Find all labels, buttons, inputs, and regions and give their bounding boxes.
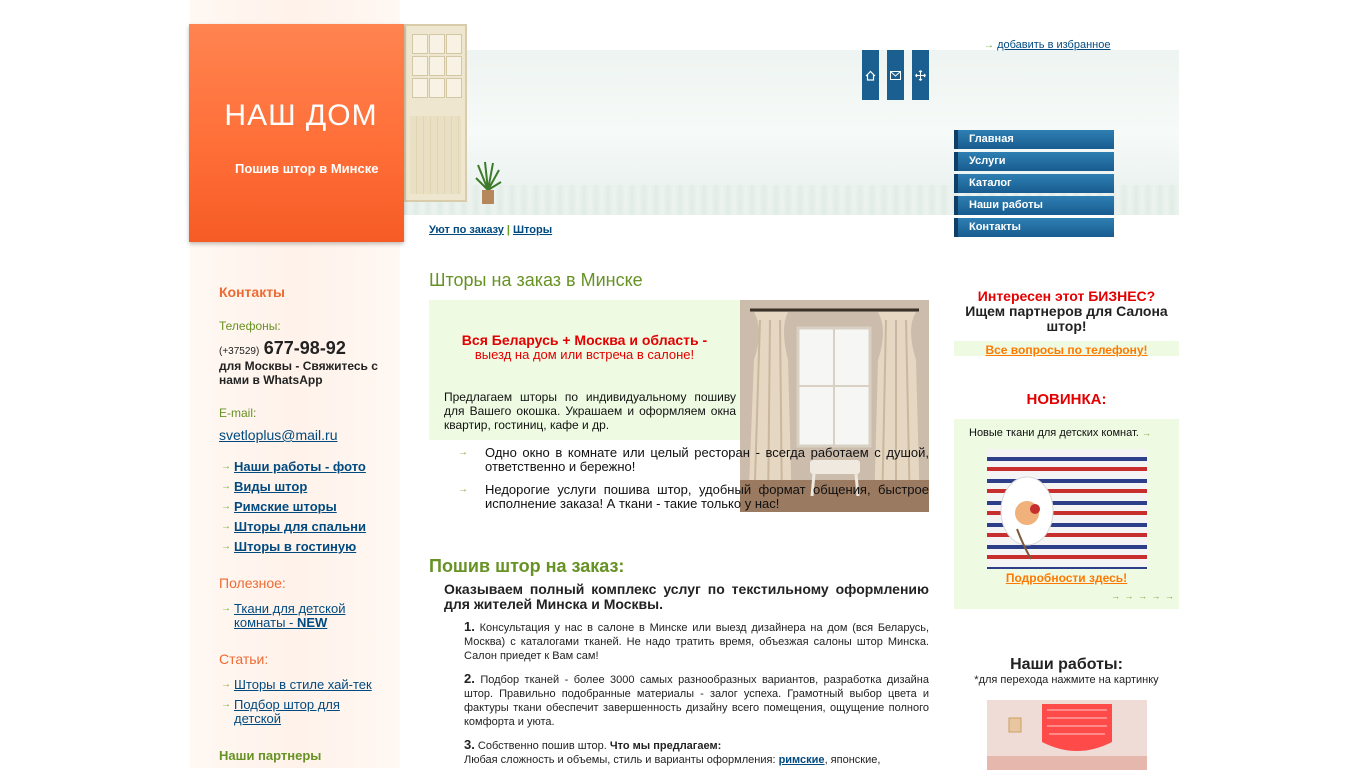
breadcrumb	[429, 224, 552, 236]
page-title: Шторы на заказ в Минске	[429, 270, 643, 290]
phone-number[interactable]: 677-98-92	[263, 338, 346, 358]
phone-note: для Москвы - Свяжитесь с нами в WhatsApp	[219, 359, 378, 387]
step-item	[464, 620, 929, 663]
arrow-icon: →	[1141, 428, 1151, 438]
new-badge: NEW	[296, 615, 328, 630]
arrow-icon: →	[984, 40, 994, 51]
step-bold: Что мы предлагаем:	[609, 740, 722, 752]
step-item	[464, 738, 929, 767]
works-photo[interactable]	[987, 700, 1147, 770]
new-details-link[interactable]: Подробности здесь!	[1005, 571, 1128, 585]
step-item	[464, 672, 929, 729]
menu-item-home[interactable]: Главная	[954, 130, 1114, 149]
articles-title: Статьи:	[219, 651, 269, 667]
steps-list	[464, 620, 929, 776]
promo-box	[429, 300, 740, 440]
business-text: Ищем партнеров для Салона штор!	[965, 303, 1168, 334]
business-headline: Интересен этот БИЗНЕС?	[977, 288, 1156, 304]
article-item	[219, 698, 389, 726]
promo-headline: Вся Беларусь + Москва и область -	[461, 332, 708, 348]
new-title: НОВИНКА:	[1026, 391, 1107, 408]
more-arrows-icon[interactable]: → → → → →	[1111, 591, 1176, 601]
bullet-item: → Одно окно в комнате или целый ресторан - всегда работаем с душой, ответственно и бережно!	[458, 446, 929, 474]
article-item	[219, 678, 389, 692]
sidebar-link-curtain-types[interactable]: Виды штор	[234, 479, 308, 494]
email-label: E-mail:	[219, 406, 257, 420]
business-block	[954, 288, 1179, 334]
phone-prefix: (+37529)	[219, 346, 260, 357]
breadcrumb-link-curtains[interactable]: Шторы	[513, 224, 553, 236]
business-phone-link[interactable]: Все вопросы по телефону!	[985, 343, 1148, 357]
add-to-favorites-link[interactable]: добавить в избранное	[997, 39, 1111, 51]
step-line2: Любая сложность и объемы, стиль и варианты оформления:	[464, 754, 776, 766]
step-text: Подбор тканей - более 3000 самых разнообразных вариантов, разработка дизайна штор. Правильно подобранные материалы - залог успеха. Грамотный выбор цвета и фактуры ткани обеспечит завершенность дизайну всего помещения, ощущение полного комфорта и уюта.	[464, 674, 929, 728]
promo-text: Предлагаем шторы по индивидуальному пошиву для Вашего окошка. Украшаем и оформляем окна квартир, гостиниц, кафе и др.	[444, 390, 736, 432]
sidebar-item-bedroom	[219, 520, 389, 534]
contacts-title: Контакты	[219, 284, 286, 300]
partners-title: Наши партнеры	[219, 748, 322, 763]
favorites-link-wrap	[984, 39, 1110, 51]
useful-title: Полезное:	[219, 575, 286, 591]
sidebar-item-roman	[219, 500, 389, 514]
menu-item-services[interactable]: Услуги	[954, 152, 1114, 171]
sidebar-item-our-works	[219, 460, 389, 474]
logo-subtitle: Пошив штор в Минске	[235, 161, 379, 176]
email-link[interactable]: svetloplus@mail.ru	[219, 427, 338, 443]
useful-item	[219, 602, 389, 630]
new-text[interactable]: Новые ткани для детских комнат. →	[969, 427, 1151, 439]
step-number: 3.	[464, 737, 475, 752]
mail-icon[interactable]	[887, 50, 904, 100]
works-title: Наши работы:	[1010, 656, 1123, 673]
sitemap-icon[interactable]	[912, 50, 929, 100]
sidebar-link-living-room[interactable]: Шторы в гостиную	[234, 539, 357, 554]
phone-block	[219, 338, 384, 387]
sidebar-link-our-works[interactable]: Наши работы - фото	[234, 459, 366, 474]
step-text: Собственно пошив штор.	[477, 740, 607, 752]
sidebar-item-living-room	[219, 540, 389, 554]
new-box	[954, 419, 1179, 609]
step-number: 1.	[464, 619, 475, 634]
bullet-item: → Недорогие услуги пошива штор, удобный формат общения, быстрое исполнение заказа! А ткани - такие только у нас!	[458, 483, 929, 511]
logo-title: НАШ ДОМ	[224, 99, 378, 132]
article-link-kids[interactable]: Подбор штор для детской	[234, 697, 340, 726]
promo-subline: выезд на дом или встреча в салоне!	[474, 347, 695, 362]
step-number: 2.	[464, 671, 475, 686]
phones-label: Телефоны:	[219, 319, 281, 333]
logo-block[interactable]	[189, 24, 404, 242]
plant-image	[473, 160, 503, 205]
sidebar-link-roman[interactable]: Римские шторы	[234, 499, 337, 514]
useful-links	[219, 602, 389, 636]
menu-item-catalog[interactable]: Каталог	[954, 174, 1114, 193]
useful-link-text: Ткани для детской комнаты -	[234, 601, 346, 630]
home-icon[interactable]	[862, 50, 879, 100]
breadcrumb-link-home[interactable]: Уют по заказу	[429, 224, 504, 236]
article-links	[219, 678, 389, 732]
article-link-hitech[interactable]: Шторы в стиле хай-тек	[234, 677, 372, 692]
door-image	[404, 24, 467, 202]
fabric-photo[interactable]	[987, 449, 1147, 569]
sidebar-item-curtain-types	[219, 480, 389, 494]
menu-item-contacts[interactable]: Контакты	[954, 218, 1114, 237]
step-text: Консультация у нас в салоне в Минске или выезд дизайнера на дом (вся Беларусь, Москва) с каталогами тканей. Не надо тратить время, объезжая салоны штор Минска. Салон приедет к Вам сам!	[464, 622, 929, 662]
breadcrumb-separator: |	[506, 224, 510, 236]
section-title: Пошив штор на заказ:	[429, 556, 625, 576]
new-more-wrap	[954, 569, 1179, 587]
business-link-bar	[954, 341, 1179, 356]
section-lead: Оказываем полный комплекс услуг по текстильному оформлению для жителей Минска и Москвы.	[444, 581, 929, 612]
menu-item-our-works[interactable]: Наши работы	[954, 196, 1114, 215]
feature-bullets	[458, 446, 929, 520]
roman-link[interactable]: римские	[778, 754, 825, 766]
useful-link-kids-fabrics[interactable]	[234, 601, 345, 630]
sidebar-link-bedroom[interactable]: Шторы для спальни	[234, 519, 366, 534]
step-line2-end: , японские,	[824, 754, 881, 766]
sidebar-links	[219, 460, 389, 560]
works-subtitle: *для перехода нажмите на картинку	[974, 674, 1159, 686]
